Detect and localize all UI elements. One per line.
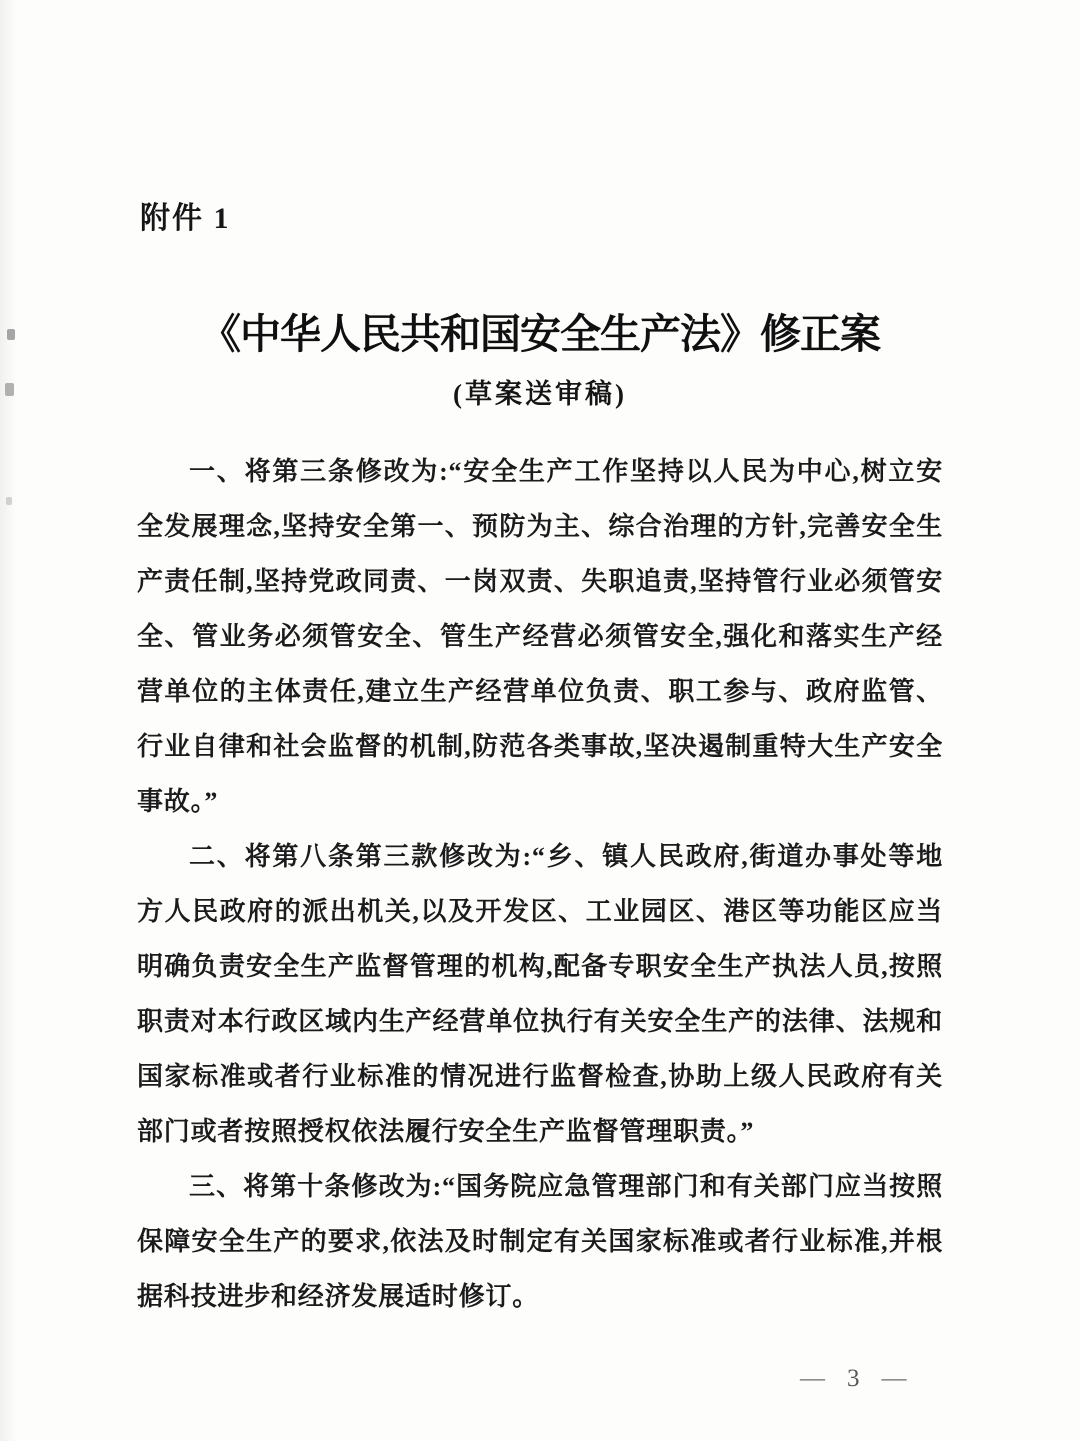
scan-artifact: [6, 497, 12, 505]
body-paragraph-1: 一、将第三条修改为:“安全生产工作坚持以人民为中心,树立安全发展理念,坚持安全第一、预防为主、综合治理的方针,完善安全生产责任制,坚持党政同责、一岗双责、失职追责,坚持管行业必须管安全、管业务必须管安全、管生产经营必须管安全,强化和落实生产经营单位的主体责任,建立生产经营单位负责、职工参与、政府监管、行业自律和社会监督的机制,防范各类事故,坚决遏制重特大生产安全事故。”: [137, 457, 943, 816]
body-paragraph-3: 三、将第十条修改为:“国务院应急管理部门和有关部门应当按照保障安全生产的要求,依法及时制定有关国家标准或者行业标准,并根据科技进步和经济发展适时修订。: [137, 1172, 943, 1311]
footer-dash-left: —: [800, 1365, 825, 1392]
document-title: 《中华人民共和国安全生产法》修正案: [200, 311, 880, 357]
document-subtitle: (草案送审稿): [453, 379, 627, 409]
page-footer: [800, 1365, 907, 1393]
scan-edge-shading: [0, 0, 16, 1441]
attachment-label: 附件 1: [140, 202, 231, 235]
body-paragraph-2: 二、将第八条第三款修改为:“乡、镇人民政府,街道办事处等地方人民政府的派出机关,以及开发区、工业园区、港区等功能区应当明确负责安全生产监督管理的机构,配备专职安全生产执法人员,按照职责对本行政区域内生产经营单位执行有关安全生产的法律、法规和国家标准或者行业标准的情况进行监督检查,协助上级人民政府有关部门或者按照授权依法履行安全生产监督管理职责。”: [137, 842, 943, 1146]
page-number: 3: [847, 1365, 860, 1392]
footer-dash-right: —: [881, 1365, 907, 1392]
document-body: [137, 444, 943, 1324]
